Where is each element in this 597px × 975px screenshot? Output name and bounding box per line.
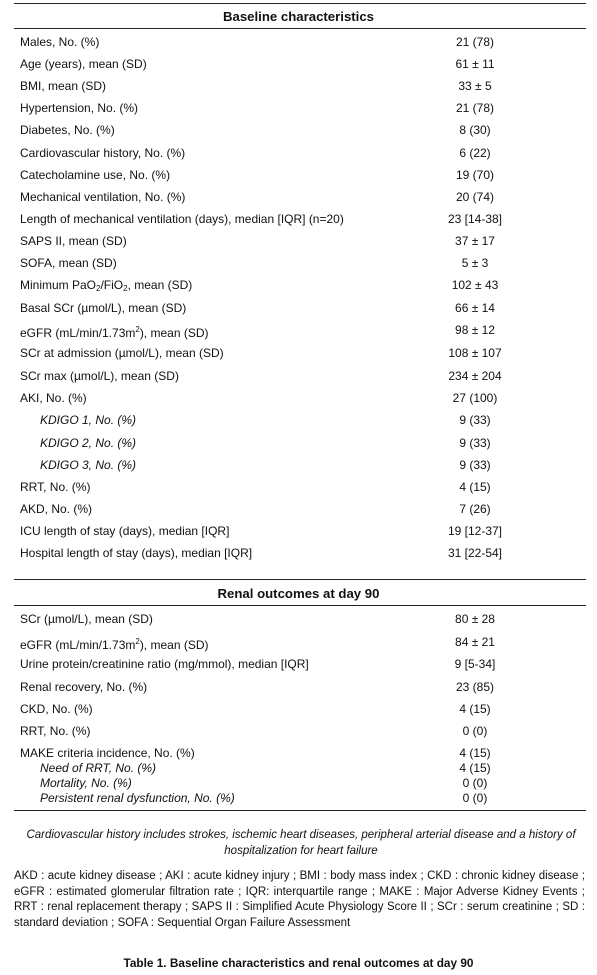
table-row bbox=[20, 187, 582, 207]
table-row bbox=[20, 366, 582, 386]
row-value: 9 (33) bbox=[459, 413, 491, 427]
row-value: 20 (74) bbox=[455, 190, 495, 204]
table-row bbox=[20, 632, 582, 652]
row-value: 98 ± 12 bbox=[455, 323, 495, 337]
row-value: 4 (15) bbox=[459, 480, 491, 494]
table-row bbox=[20, 231, 582, 251]
row-value: 84 ± 21 bbox=[455, 635, 495, 649]
row-label: RRT, No. (%) bbox=[20, 480, 91, 494]
row-value: 27 (100) bbox=[452, 391, 498, 405]
table-row bbox=[20, 677, 582, 697]
table-bottom-rule bbox=[14, 810, 586, 811]
row-value: 31 [22-54] bbox=[447, 546, 503, 560]
table-row bbox=[20, 760, 582, 776]
row-label: SCr at admission (µmol/L), mean (SD) bbox=[20, 346, 224, 360]
table-row bbox=[20, 165, 582, 185]
row-label: AKI, No. (%) bbox=[20, 391, 87, 405]
row-label: Mechanical ventilation, No. (%) bbox=[20, 190, 186, 204]
table-row bbox=[20, 721, 582, 741]
row-value: 19 (70) bbox=[455, 168, 495, 182]
row-label: Need of RRT, No. (%) bbox=[40, 761, 157, 775]
row-label: Diabetes, No. (%) bbox=[20, 123, 115, 137]
row-label: SOFA, mean (SD) bbox=[20, 256, 117, 270]
outcomes-top-rule bbox=[14, 579, 586, 580]
baseline-header-rule bbox=[14, 28, 586, 29]
row-value: 5 ± 3 bbox=[461, 256, 489, 270]
table-row bbox=[20, 477, 582, 497]
table-row bbox=[20, 320, 582, 340]
row-value: 23 (85) bbox=[455, 680, 495, 694]
row-value: 21 (78) bbox=[455, 35, 495, 49]
table-row bbox=[20, 609, 582, 629]
cardiovascular-footnote: Cardiovascular history includes strokes, ischemic heart diseases, peripheral arterial disease and a history of hospitalization for heart failure bbox=[26, 829, 576, 857]
outcomes-header-rule bbox=[14, 605, 586, 606]
row-label: KDIGO 1, No. (%) bbox=[40, 413, 137, 427]
row-value: 0 (0) bbox=[462, 724, 488, 738]
row-value: 234 ± 204 bbox=[448, 369, 502, 383]
table-row bbox=[20, 275, 582, 295]
baseline-section-title: Baseline characteristics bbox=[222, 9, 374, 24]
row-value: 80 ± 28 bbox=[455, 612, 495, 626]
row-value: 23 [14-38] bbox=[447, 212, 503, 226]
row-label: Males, No. (%) bbox=[20, 35, 100, 49]
table-row bbox=[20, 209, 582, 229]
row-value: 9 [5-34] bbox=[454, 657, 496, 671]
row-label: Persistent renal dysfunction, No. (%) bbox=[40, 791, 235, 805]
row-label: RRT, No. (%) bbox=[20, 724, 91, 738]
table-row bbox=[20, 253, 582, 273]
row-value: 0 (0) bbox=[462, 791, 488, 805]
table-row bbox=[20, 699, 582, 719]
row-value: 102 ± 43 bbox=[451, 278, 499, 292]
row-label: Renal recovery, No. (%) bbox=[20, 680, 148, 694]
table-row bbox=[20, 98, 582, 118]
row-label: KDIGO 3, No. (%) bbox=[40, 458, 137, 472]
row-label: ICU length of stay (days), median [IQR] bbox=[20, 524, 230, 538]
row-value: 33 ± 5 bbox=[458, 79, 492, 93]
table-top-rule bbox=[14, 3, 586, 4]
row-value: 61 ± 11 bbox=[455, 57, 495, 71]
row-label: Hospital length of stay (days), median [IQR] bbox=[20, 546, 253, 560]
row-value: 9 (33) bbox=[459, 436, 491, 450]
row-label: KDIGO 2, No. (%) bbox=[40, 436, 137, 450]
outcomes-section-title: Renal outcomes at day 90 bbox=[217, 586, 380, 601]
row-label: Urine protein/creatinine ratio (mg/mmol), median [IQR] bbox=[20, 657, 309, 671]
row-value: 66 ± 14 bbox=[455, 301, 495, 315]
table-row bbox=[20, 455, 582, 475]
table-row bbox=[20, 120, 582, 140]
row-label: SCr (µmol/L), mean (SD) bbox=[20, 612, 153, 626]
table-row bbox=[20, 32, 582, 52]
row-value: 9 (33) bbox=[459, 458, 491, 472]
row-label: SAPS II, mean (SD) bbox=[20, 234, 127, 248]
table-row bbox=[20, 521, 582, 541]
table-row bbox=[20, 499, 582, 519]
table-row bbox=[20, 790, 582, 806]
table-row bbox=[20, 745, 582, 761]
table-caption: Table 1. Baseline characteristics and renal outcomes at day 90 bbox=[123, 956, 474, 970]
row-value: 4 (15) bbox=[459, 702, 491, 716]
table-row bbox=[20, 654, 582, 674]
row-value: 8 (30) bbox=[459, 123, 491, 137]
table-row bbox=[20, 388, 582, 408]
row-label: Age (years), mean (SD) bbox=[20, 57, 147, 71]
table-row bbox=[20, 543, 582, 563]
row-value: 21 (78) bbox=[455, 101, 495, 115]
table-row bbox=[20, 410, 582, 430]
table-row bbox=[20, 143, 582, 163]
row-label: SCr max (µmol/L), mean (SD) bbox=[20, 369, 179, 383]
row-value: 6 (22) bbox=[459, 146, 491, 160]
row-label: eGFR $(mL/\min/1.73m^2)$, mean (SD) bbox=[20, 637, 209, 652]
row-value: 19 [12-37] bbox=[447, 524, 503, 538]
row-value: 108 ± 107 bbox=[448, 346, 502, 360]
row-label: Catecholamine use, No. (%) bbox=[20, 168, 171, 182]
table-row bbox=[20, 343, 582, 363]
table-row bbox=[20, 298, 582, 318]
row-label: AKD, No. (%) bbox=[20, 502, 93, 516]
table-row bbox=[20, 433, 582, 453]
row-label: Hypertension, No. (%) bbox=[20, 101, 139, 115]
row-label: MAKE criteria incidence, No. (%) bbox=[20, 746, 195, 760]
row-label: Mortality, No. (%) bbox=[40, 776, 132, 790]
row-label: Basal SCr (µmol/L), mean (SD) bbox=[20, 301, 187, 315]
row-value: 4 (15) bbox=[459, 746, 491, 760]
abbreviations-footnote: AKD : acute kidney disease ; AKI : acute kidney injury ; BMI : body mass index ; CKD : chronic kidney disease ; eGFR : estimated glomerular filtration rate ; IQR: interquartile range ; MAKE : Major Adverse Kidney Events ; RRT : renal replacement therapy ; SAPS II : Simplified Acute Physiology Score II ; SCr : serum creatinine ; SD : standard deviation ; SOFA : Sequential Organ Failure Assessment bbox=[14, 870, 585, 929]
row-label: CKD, No. (%) bbox=[20, 702, 93, 716]
table-row bbox=[20, 76, 582, 96]
row-value: 4 (15) bbox=[459, 761, 491, 775]
row-label: Minimum PaO$_2$/FiO$_2$, mean (SD) bbox=[20, 278, 193, 293]
row-label: eGFR $(mL/\min/1.73m^2)$, mean (SD) bbox=[20, 325, 209, 340]
row-value: 0 (0) bbox=[462, 776, 488, 790]
row-label: Length of mechanical ventilation (days), median [IQR] (n=20) bbox=[20, 212, 344, 226]
row-value: 37 ± 17 bbox=[455, 234, 495, 248]
row-label: BMI, mean (SD) bbox=[20, 79, 107, 93]
table-row bbox=[20, 54, 582, 74]
row-label: Cardiovascular history, No. (%) bbox=[20, 146, 186, 160]
row-value: 7 (26) bbox=[459, 502, 491, 516]
table-row bbox=[20, 775, 582, 791]
